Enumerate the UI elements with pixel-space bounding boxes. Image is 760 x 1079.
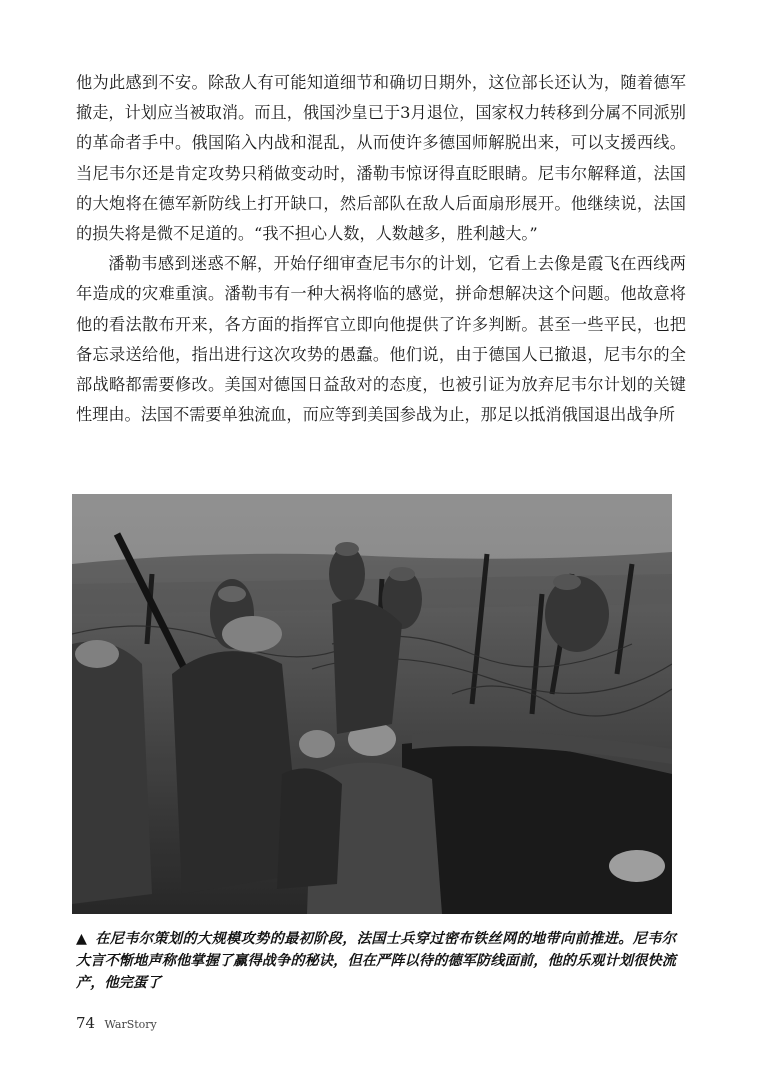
- wwi-trench-photo: [72, 494, 672, 914]
- article-body: [76, 68, 686, 430]
- caption-text: 在尼韦尔策划的大规模攻势的最初阶段，法国士兵穿过密布铁丝网的地带向前推进。尼韦尔大言不惭地声称他掌握了赢得战争的秘诀，但在严阵以待的德军防线面前，他的乐观计划很快流产，他完蛋了: [76, 931, 676, 991]
- photo-illustration: [72, 494, 672, 914]
- paragraph-1: 他为此感到不安。除敌人有可能知道细节和确切日期外，这位部长还认为，随着德军撤走，计划应当被取消。而且，俄国沙皇已于3月退位，国家权力转移到分属不同派别的革命者手中。俄国陷入内战和混乱，从而使许多德国师解脱出来，可以支援西线。当尼韦尔还是肯定攻势只稍做变动时，潘勒韦惊讶得直眨眼睛。尼韦尔解释道，法国的大炮将在德军新防线上打开缺口，然后部队在敌人后面扇形展开。他继续说，法国的损失将是微不足道的。“我不担心人数，人数越多，胜利越大。”: [76, 73, 686, 244]
- page-number: 74: [76, 1014, 96, 1032]
- page-footer: [76, 1014, 157, 1032]
- caption-triangle-icon: ▲: [76, 931, 88, 947]
- magazine-name: WarStory: [104, 1018, 157, 1031]
- paragraph-2: 潘勒韦感到迷惑不解，开始仔细审查尼韦尔的计划，它看上去像是霞飞在西线两年造成的灾难重演。潘勒韦有一种大祸将临的感觉，拼命想解决这个问题。他故意将他的看法散布开来，各方面的指挥官立即向他提供了许多判断。甚至一些平民，也把备忘录送给他，指出进行这次攻势的愚蠢。他们说，由于德国人已撤退，尼韦尔的全部战略都需要修改。美国对德国日益敌对的态度，也被引证为放弃尼韦尔计划的关键性理由。法国不需要单独流血，而应等到美国参战为止，那足以抵消俄国退出战争所: [76, 254, 686, 425]
- photo-caption: [76, 928, 676, 994]
